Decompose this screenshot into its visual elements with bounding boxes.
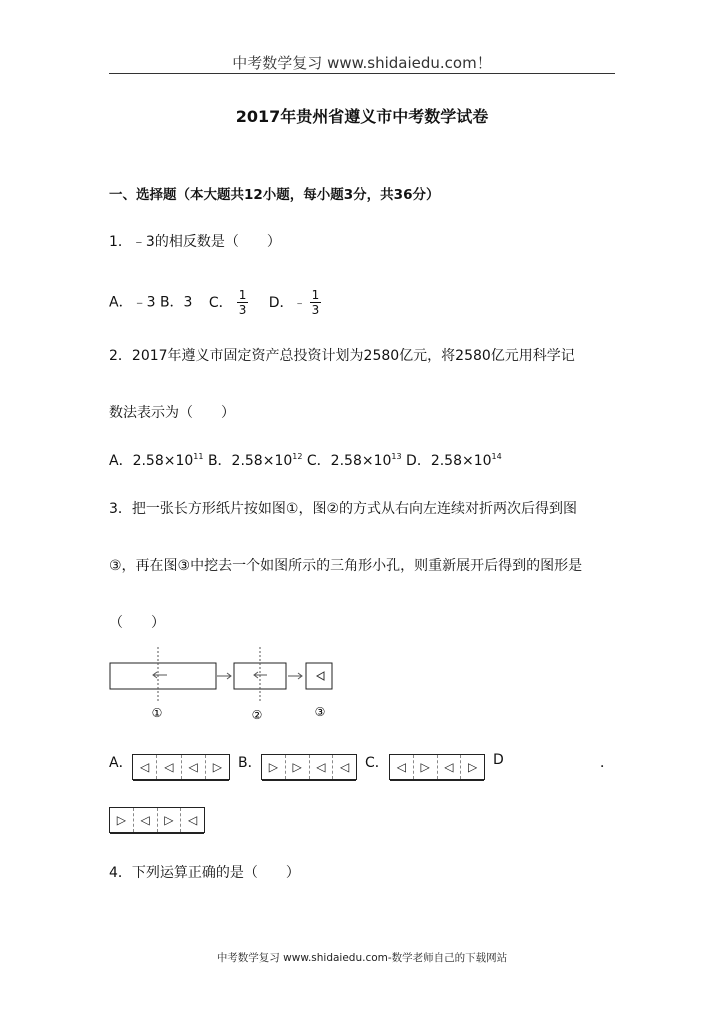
q3-option-b-strip bbox=[261, 754, 357, 780]
q1-option-d-fraction bbox=[310, 288, 322, 317]
section-heading: 一、选择题（本大题共12小题，每小题3分，共36分） bbox=[109, 187, 440, 203]
question-2-line-1: 2．2017年遵义市固定资产总投资计划为2580亿元，将2580亿元用科学记 bbox=[109, 348, 575, 364]
question-1-options bbox=[109, 288, 321, 317]
figure-label-2: ② bbox=[251, 708, 263, 722]
triangle-cell: ◁ bbox=[157, 755, 181, 779]
triangle-cell: ▷ bbox=[414, 755, 438, 779]
q1-option-b: B．3 bbox=[159, 294, 193, 311]
paper-rect-1 bbox=[110, 663, 216, 689]
question-2-line-2: 数法表示为（ ） bbox=[109, 405, 235, 421]
q1-option-c-fraction bbox=[237, 288, 249, 317]
question-3-line-2: ③，再在图③中挖去一个如图所示的三角形小孔，则重新展开后得到的图形是 bbox=[109, 558, 583, 574]
q3-option-c-strip bbox=[389, 754, 485, 780]
triangle-cell: ◁ bbox=[133, 755, 157, 779]
figure-label-1: ① bbox=[151, 706, 163, 720]
fraction-numerator: 1 bbox=[238, 288, 247, 302]
question-2-options bbox=[109, 450, 502, 470]
triangle-cell: ◁ bbox=[438, 755, 462, 779]
header-rule bbox=[109, 73, 615, 74]
q1-option-c: C． bbox=[208, 294, 233, 311]
question-4-stem: 4．下列运算正确的是（ ） bbox=[109, 865, 300, 881]
question-3-line-1: 3．把一张长方形纸片按如图①，图②的方式从右向左连续对折两次后得到图 bbox=[109, 501, 578, 517]
fraction-numerator: 1 bbox=[311, 288, 320, 302]
q3-option-a-label: A． bbox=[109, 755, 133, 771]
q3-option-b-label: B． bbox=[238, 755, 262, 771]
question-3-line-3: （ ） bbox=[109, 615, 165, 631]
fraction-denominator: 3 bbox=[311, 303, 320, 317]
q1-option-d-minus: ﹣ bbox=[293, 295, 306, 310]
triangle-hole bbox=[317, 672, 324, 680]
q2-option-c: C．2.58×10 bbox=[306, 453, 392, 469]
triangle-cell: ◁ bbox=[340, 760, 350, 774]
figure-label-3: ③ bbox=[314, 705, 326, 719]
q2-option-c-exponent: 13 bbox=[391, 452, 402, 461]
triangle-cell: ▷ bbox=[158, 808, 182, 832]
exam-title: 2017年贵州省遵义市中考数学试卷 bbox=[235, 107, 489, 126]
q3-option-d-strip bbox=[109, 807, 205, 833]
fraction-denominator: 3 bbox=[238, 303, 247, 317]
q2-option-d-exponent: 14 bbox=[491, 452, 502, 461]
q2-option-b-exponent: 12 bbox=[292, 452, 303, 461]
triangle-cell: ▷ bbox=[286, 755, 310, 779]
q3-option-c-label: C． bbox=[365, 755, 389, 771]
q3-option-d-label: D bbox=[493, 752, 504, 768]
paper-rect-3 bbox=[306, 663, 332, 689]
triangle-cell: ▷ bbox=[212, 760, 222, 774]
triangle-cell: ◁ bbox=[390, 755, 414, 779]
q2-option-b: B．2.58×10 bbox=[207, 453, 293, 469]
q2-option-d: D．2.58×10 bbox=[406, 453, 492, 469]
q1-option-d: D． bbox=[268, 294, 294, 311]
question-1-stem: 1．﹣3的相反数是（ ） bbox=[109, 234, 281, 250]
triangle-cell: ◁ bbox=[188, 813, 198, 827]
page-header: 中考数学复习 www.shidaiedu.com！ bbox=[232, 54, 492, 72]
triangle-cell: ▷ bbox=[468, 760, 478, 774]
q1-option-a: A．﹣3 bbox=[109, 294, 156, 311]
q3-option-d-dot: ． bbox=[600, 755, 614, 771]
q2-option-a: A．2.58×10 bbox=[109, 453, 194, 469]
triangle-cell: ▷ bbox=[262, 755, 286, 779]
triangle-cell: ◁ bbox=[134, 808, 158, 832]
q2-option-a-exponent: 11 bbox=[193, 452, 204, 461]
triangle-cell: ◁ bbox=[310, 755, 334, 779]
q3-option-a-strip bbox=[132, 754, 230, 780]
folding-figure bbox=[105, 645, 345, 725]
triangle-cell: ▷ bbox=[110, 808, 134, 832]
triangle-cell: ◁ bbox=[182, 755, 206, 779]
page-footer: 中考数学复习 www.shidaiedu.com-数学老师自己的下载网站 bbox=[216, 952, 508, 964]
